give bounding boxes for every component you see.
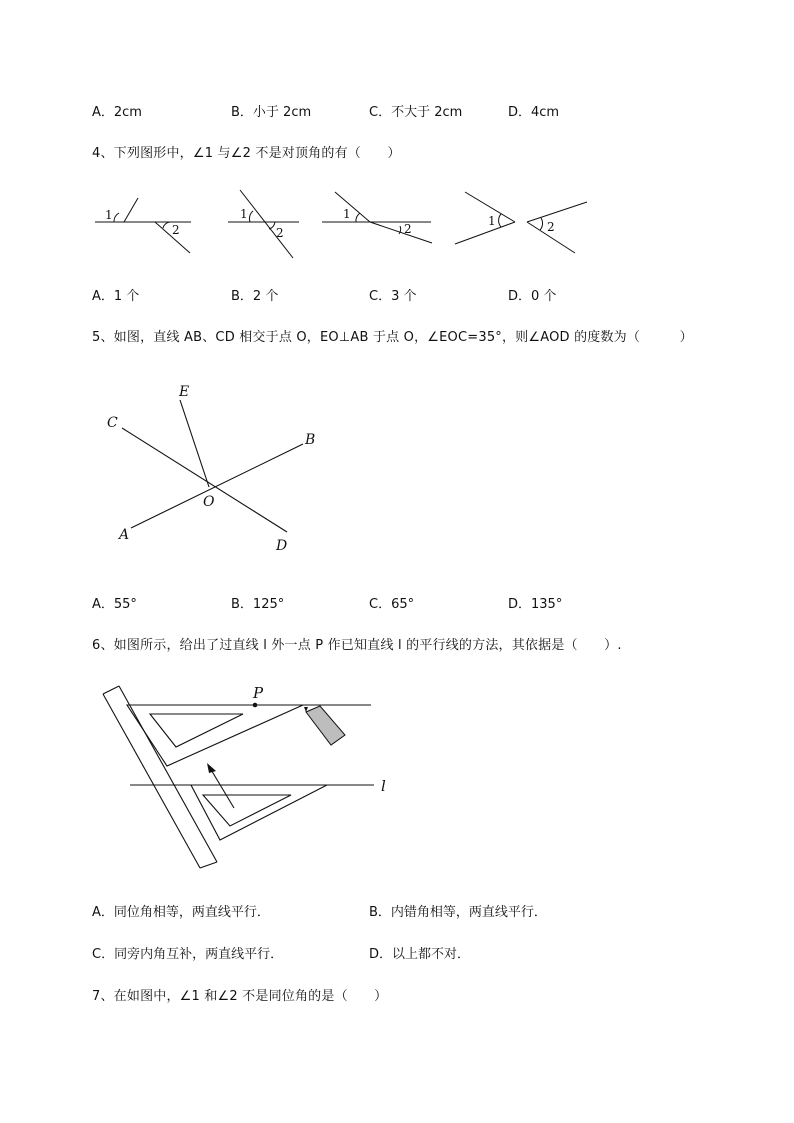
q5-label-b: B [305,432,316,448]
q4-option-b: B．2 个 [231,289,279,304]
q5-option-c: C．65° [369,597,415,612]
q7-stem: 7、在如图中，∠1 和∠2 不是同位角的是（ ） [92,989,388,1004]
q4-fig3-angle2-label: 2 [404,222,412,236]
q6-option-d: D．以上都不对． [369,947,471,962]
q5-label-d: D [276,538,288,554]
q3-option-b: B．小于 2cm [231,105,312,120]
q5-option-b: B．125° [231,597,285,612]
q5-option-a: A．55° [92,597,137,612]
q4-option-c: C．3 个 [369,289,417,304]
q6-stem: 6、如图所示，给出了过直线 l 外一点 P 作已知直线 l 的平行线的方法，其依据是（ ）. [92,638,622,653]
q4-fig1-angle1-label: 1 [105,208,113,222]
q5-label-o: O [203,494,215,510]
q4-fig2-angle1-label: 1 [240,207,248,221]
q4-fig4-angle1-label: 1 [488,214,496,228]
q3-option-d: D．4cm [508,105,560,120]
q5-label-c: C [107,415,118,431]
q3-option-c: C．不大于 2cm [369,105,463,120]
q6-label-l: l [381,777,386,795]
q5-option-d: D．135° [508,597,563,612]
q4-option-d: D．0 个 [508,289,557,304]
q4-fig4-angle2-label: 2 [547,220,555,234]
q6-arrow-head [207,763,216,773]
q6-option-b: B．内错角相等，两直线平行． [369,905,547,920]
q6-option-a: A．同位角相等，两直线平行． [92,905,270,920]
q3-option-a: A．2cm [92,105,142,120]
q6-label-p: P [253,684,264,702]
q5-label-e: E [179,384,190,400]
q6-option-c: C．同旁内角互补，两直线平行． [92,947,284,962]
q4-fig2-angle2-label: 2 [276,226,284,240]
q6-point-p [253,703,258,708]
q4-fig1-angle2-label: 2 [172,223,180,237]
q5-stem: 5、如图，直线 AB、CD 相交于点 O，EO⊥AB 于点 O，∠EOC=35°，则∠AOD 的度数为（ ） [92,330,693,345]
q6-pencil [304,706,345,745]
q4-option-a: A．1 个 [92,289,140,304]
q4-stem: 4、下列图形中，∠1 与∠2 不是对顶角的有（ ） [92,146,401,161]
q5-label-a: A [119,527,130,543]
q4-fig3-angle1-label: 1 [343,207,351,221]
